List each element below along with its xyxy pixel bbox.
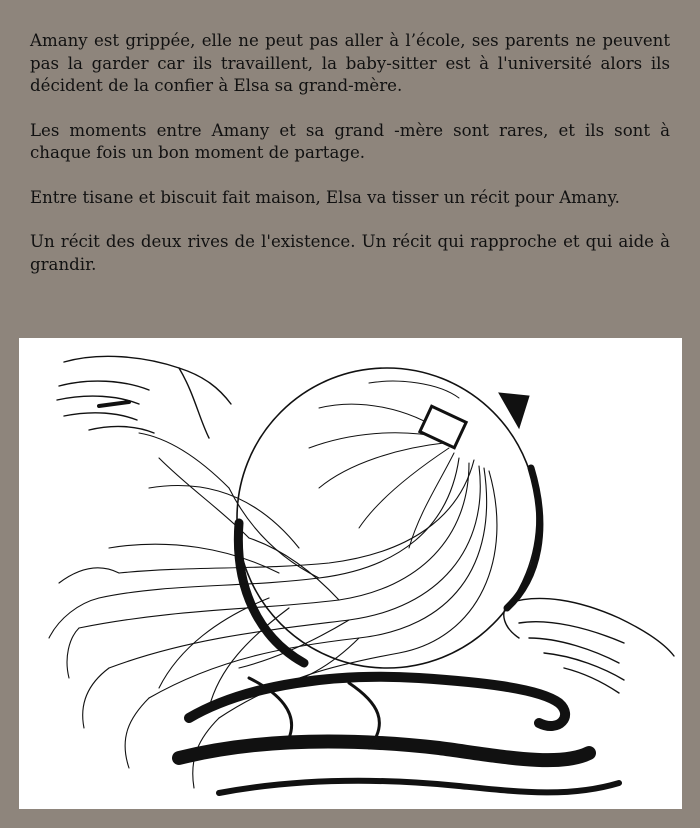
sphere-icon	[237, 368, 540, 668]
ink-drawing-hands-sphere-roots-icon	[19, 338, 682, 809]
ink-illustration	[19, 338, 682, 809]
right-hand-icon	[504, 598, 674, 693]
paragraph-4: Un récit des deux rives de l'existence. Un récit qui rapproche et qui aide à grandir.	[30, 232, 670, 274]
left-hand-icon	[57, 356, 231, 438]
roots-icon	[49, 433, 497, 788]
paragraph-1: Amany est grippée, elle ne peut pas aller à l’école, ses parents ne peuvent pas la garder car ils travaillent, la baby-sitter est à l'université alors ils décident de la confier à Elsa sa grand-mère.	[30, 31, 670, 95]
paragraph-3: Entre tisane et biscuit fait maison, Elsa va tisser un récit pour Amany.	[30, 187, 620, 207]
story-text	[30, 30, 670, 298]
clasp-icon	[420, 406, 466, 447]
paragraph-2: Les moments entre Amany et sa grand -mère sont rares, et ils sont à chaque fois un bon moment de partage.	[30, 120, 670, 162]
ink-wave-icon	[179, 677, 619, 793]
